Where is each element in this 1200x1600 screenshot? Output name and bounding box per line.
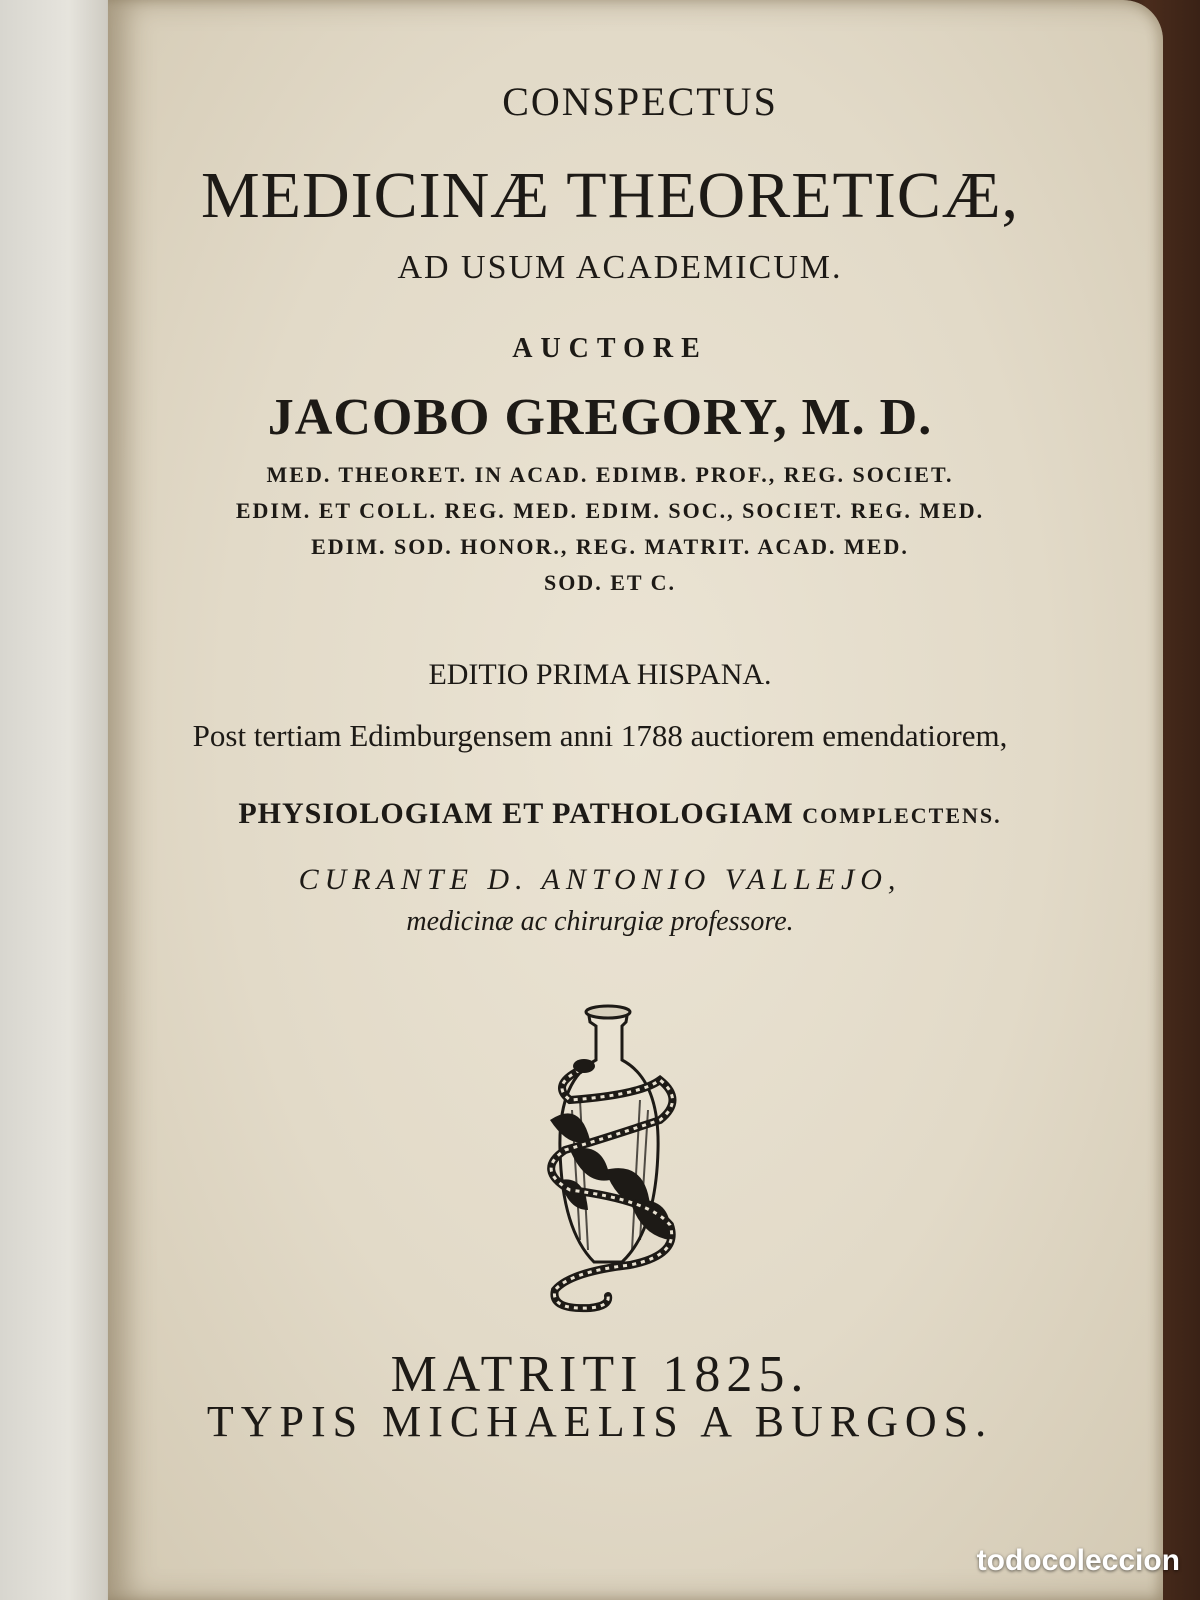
complectens-main: PHYSIOLOGIAM ET PATHOLOGIAM [238, 797, 794, 830]
author-name: JACOBO GREGORY, M. D. [267, 389, 933, 446]
auctore-label: AUCTORE [512, 333, 708, 364]
author-titles-line-2: EDIM. ET COLL. REG. MED. EDIM. SOC., SOCIET. REG. MED. [235, 498, 985, 523]
watermark-logo: todocoleccion [976, 1544, 1180, 1577]
edition-statement: EDITIO PRIMA HISPANA. [428, 658, 772, 691]
author-titles-line-4: SOD. ET C. [543, 570, 677, 595]
title-line-3: AD USUM ACADEMICUM. [397, 249, 843, 286]
complectens-line [0, 797, 1200, 831]
curante-line: CURANTE D. ANTONIO VALLEJO, [298, 863, 902, 896]
professor-line: medicinæ ac chirurgiæ professore. [406, 906, 794, 937]
title-line-2: MEDICINÆ THEORETICÆ, [200, 159, 1020, 232]
complectens-small: COMPLECTENS. [802, 803, 1002, 828]
title-line-1: CONSPECTUS [502, 79, 778, 124]
author-titles-line-1: MED. THEORET. IN ACAD. EDIMB. PROF., REG. SOCIET. [266, 462, 954, 487]
post-statement: Post tertiam Edimburgensem anni 1788 auctiorem emendatiorem, [192, 718, 1008, 753]
imprint-place-date: MATRITI 1825. [390, 1346, 810, 1403]
imprint-printer: TYPIS MICHAELIS A BURGOS. [206, 1397, 994, 1446]
author-titles-line-3: EDIM. SOD. HONOR., REG. MATRIT. ACAD. MED. [311, 534, 909, 559]
snake-vessel-icon [510, 1000, 710, 1320]
